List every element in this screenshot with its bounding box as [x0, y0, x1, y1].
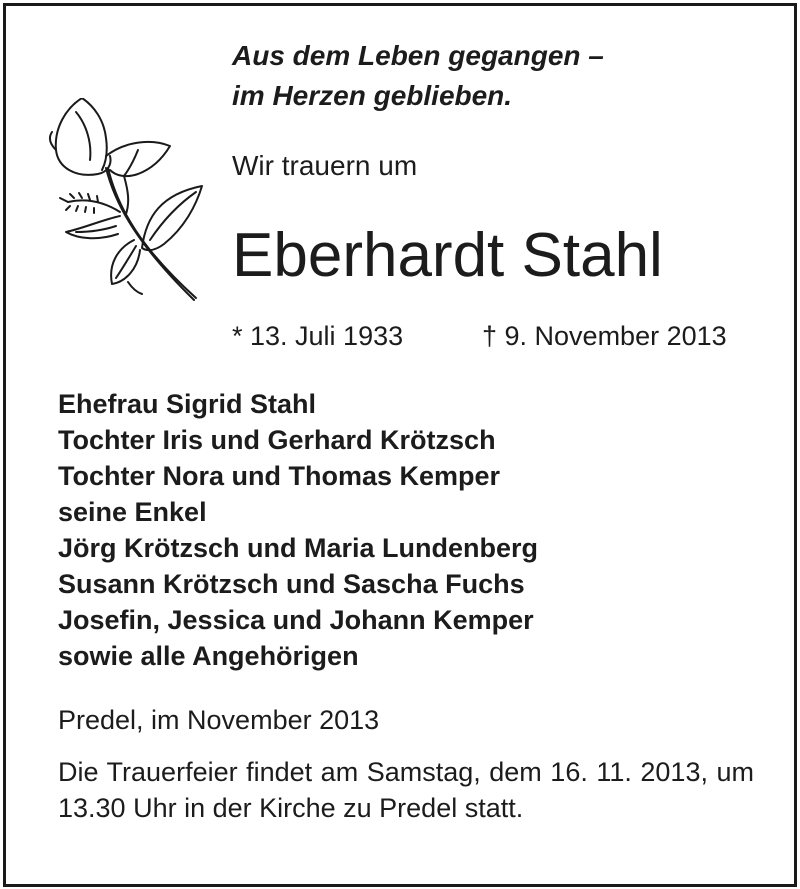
family-line: Ehefrau Sigrid Stahl — [58, 389, 317, 419]
calla-lily-icon — [46, 98, 206, 304]
family-line: Jörg Krötzsch und Maria Lundenberg — [58, 533, 539, 563]
family-line: seine Enkel — [58, 497, 207, 527]
place-date: Predel, im November 2013 — [58, 705, 380, 735]
family-list — [58, 386, 758, 674]
birth-date: * 13. Juli 1933 — [232, 321, 404, 351]
motto-line-1: Aus dem Leben gegangen – — [232, 40, 604, 71]
family-line: Josefin, Jessica und Johann Kemper — [58, 605, 534, 635]
family-line: sowie alle Angehörigen — [58, 641, 359, 671]
family-line: Susann Krötzsch und Sascha Fuchs — [58, 569, 525, 599]
family-line: Tochter Iris und Gerhard Krötzsch — [58, 425, 496, 455]
obituary-frame — [3, 3, 797, 887]
death-date: † 9. November 2013 — [482, 321, 727, 351]
motto-line-2: im Herzen geblieben. — [232, 80, 513, 111]
funeral-notice: Die Trauerfeier findet am Samstag, dem 16. 11. 2013, um 13.30 Uhr in der Kirche zu Predel statt. — [58, 757, 754, 823]
deceased-name: Eberhardt Stahl — [232, 221, 663, 290]
family-line: Tochter Nora und Thomas Kemper — [58, 461, 501, 491]
mourning-intro: Wir trauern um — [232, 150, 418, 181]
motto — [232, 36, 752, 116]
